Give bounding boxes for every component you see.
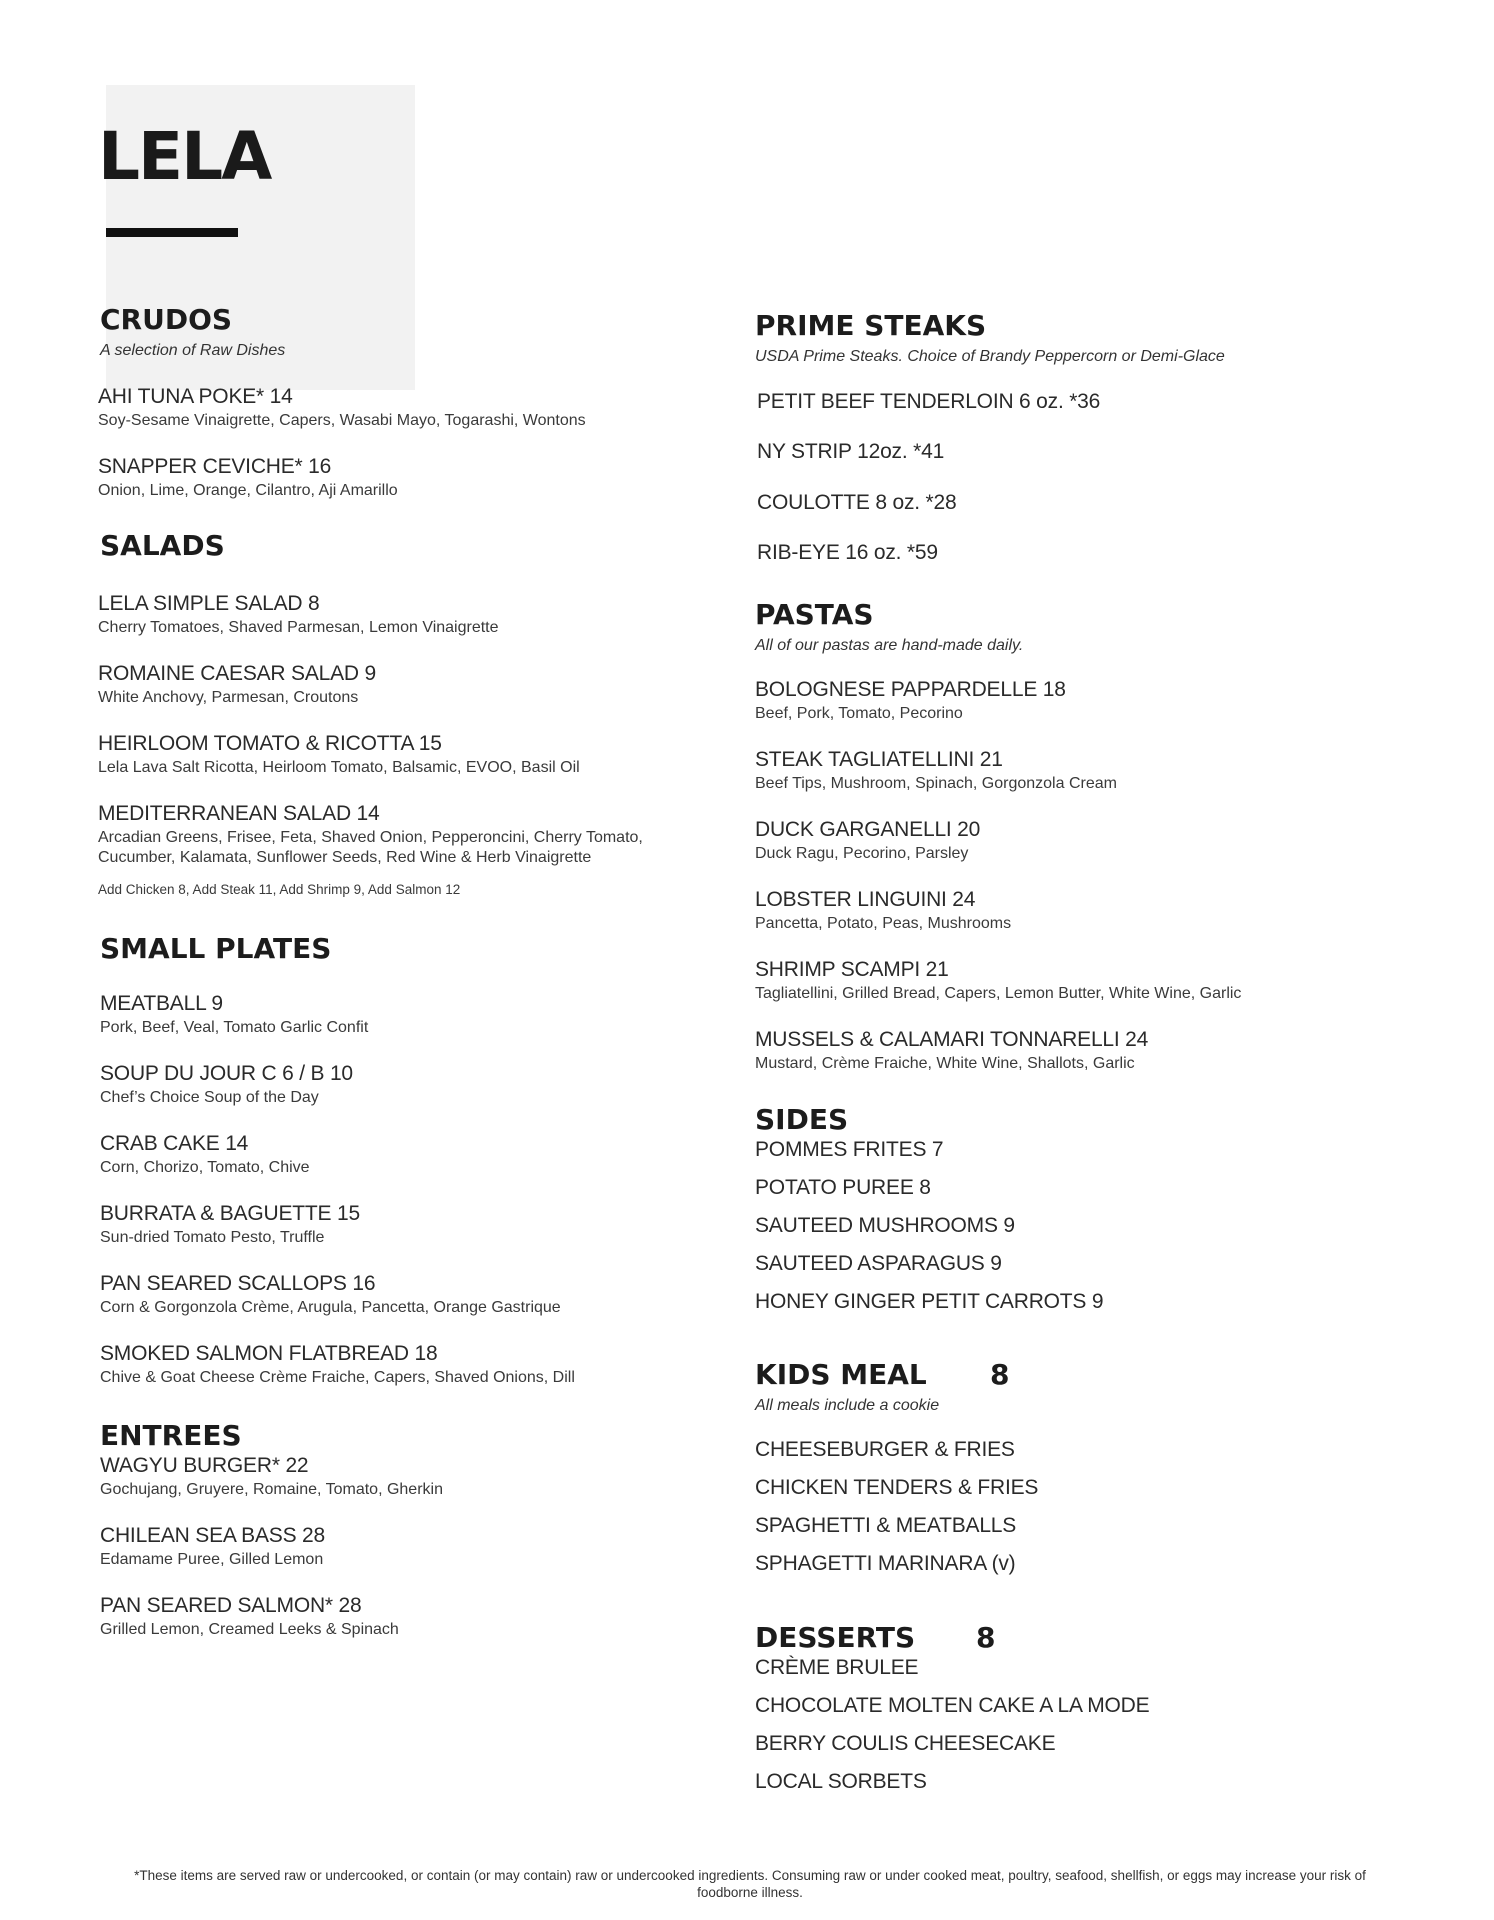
steak-item: NY STRIP 12oz. *41	[757, 440, 945, 463]
item-name: STEAK TAGLIATELLINI 21	[755, 748, 1003, 771]
disclaimer-line: *These items are served raw or undercooked, or contain (or may contain) raw or undercooked ingredients. Consuming raw or under cooked meat, poultry, seafood, shellfish, or eggs may increase your risk of	[134, 1868, 1366, 1883]
item-description: Beef Tips, Mushroom, Spinach, Gorgonzola Cream	[755, 775, 1117, 793]
item-name: AHI TUNA POKE* 14	[98, 385, 293, 408]
section-title: PASTAS	[755, 598, 874, 631]
item-description: Sun-dried Tomato Pesto, Truffle	[100, 1229, 325, 1247]
section-title: SMALL PLATES	[100, 932, 332, 965]
item-description: Corn & Gorgonzola Crème, Arugula, Pancetta, Orange Gastrique	[100, 1299, 561, 1317]
menu-item	[755, 958, 1241, 1003]
side-item: HONEY GINGER PETIT CARROTS 9	[755, 1290, 1104, 1313]
item-name: BURRATA & BAGUETTE 15	[100, 1202, 360, 1225]
kids-item: SPHAGETTI MARINARA (v)	[755, 1552, 1016, 1575]
menu-item	[100, 1062, 353, 1107]
menu-item	[98, 662, 376, 707]
salad-addons: Add Chicken 8, Add Steak 11, Add Shrimp 9, Add Salmon 12	[98, 882, 461, 897]
menu-item	[98, 732, 580, 777]
desserts-price: 8	[976, 1621, 996, 1654]
item-description: Chive & Goat Cheese Crème Fraiche, Capers, Shaved Onions, Dill	[100, 1369, 575, 1387]
item-name: PAN SEARED SCALLOPS 16	[100, 1272, 376, 1295]
item-description: Pancetta, Potato, Peas, Mushrooms	[755, 915, 1012, 933]
menu-item	[100, 1202, 360, 1247]
item-description: Beef, Pork, Tomato, Pecorino	[755, 705, 963, 723]
steak-item: COULOTTE 8 oz. *28	[757, 491, 957, 514]
menu-item	[755, 678, 1066, 723]
kids-meal-price: 8	[990, 1358, 1010, 1391]
item-description: Pork, Beef, Veal, Tomato Garlic Confit	[100, 1019, 369, 1037]
menu-item	[98, 385, 586, 430]
section-subtitle: All of our pastas are hand-made daily.	[755, 637, 1024, 654]
brand-logo: LELA	[98, 118, 271, 195]
steak-item: PETIT BEEF TENDERLOIN 6 oz. *36	[757, 390, 1101, 413]
item-description: Soy-Sesame Vinaigrette, Capers, Wasabi Mayo, Togarashi, Wontons	[98, 412, 586, 430]
item-name: BOLOGNESE PAPPARDELLE 18	[755, 678, 1066, 701]
item-name: PAN SEARED SALMON* 28	[100, 1594, 362, 1617]
dessert-item: CRÈME BRULEE	[755, 1656, 919, 1679]
sides-section	[755, 1103, 849, 1136]
side-item: SAUTEED MUSHROOMS 9	[755, 1214, 1015, 1237]
section-title: DESSERTS	[755, 1621, 916, 1654]
brand-underline	[106, 228, 238, 237]
menu-item	[755, 748, 1117, 793]
section-title: KIDS MEAL	[755, 1358, 927, 1391]
item-description: Arcadian Greens, Frisee, Feta, Shaved Onion, Pepperoncini, Cherry Tomato,	[98, 829, 643, 847]
item-name: MEATBALL 9	[100, 992, 223, 1015]
desserts-section	[755, 1621, 916, 1654]
menu-item	[100, 1524, 325, 1569]
side-item: POMMES FRITES 7	[755, 1138, 944, 1161]
menu-item	[755, 1028, 1148, 1073]
item-name: SHRIMP SCAMPI 21	[755, 958, 949, 981]
dessert-item: CHOCOLATE MOLTEN CAKE A LA MODE	[755, 1694, 1150, 1717]
menu-item	[98, 592, 499, 637]
item-name: SMOKED SALMON FLATBREAD 18	[100, 1342, 438, 1365]
item-description: Corn, Chorizo, Tomato, Chive	[100, 1159, 310, 1177]
pastas-section	[755, 598, 1024, 655]
item-name: SNAPPER CEVICHE* 16	[98, 455, 332, 478]
item-name: HEIRLOOM TOMATO & RICOTTA 15	[98, 732, 442, 755]
section-title: ENTREES	[100, 1419, 242, 1452]
prime-steaks-section	[755, 309, 1225, 366]
kids-item: SPAGHETTI & MEATBALLS	[755, 1514, 1017, 1537]
item-name: SOUP DU JOUR C 6 / B 10	[100, 1062, 353, 1085]
kids-item: CHEESEBURGER & FRIES	[755, 1438, 1015, 1461]
side-item: SAUTEED ASPARAGUS 9	[755, 1252, 1002, 1275]
item-description: White Anchovy, Parmesan, Croutons	[98, 689, 359, 707]
item-description: Onion, Lime, Orange, Cilantro, Aji Amarillo	[98, 482, 398, 500]
salads-section	[100, 529, 225, 562]
dessert-item: BERRY COULIS CHEESECAKE	[755, 1732, 1056, 1755]
item-name: WAGYU BURGER* 22	[100, 1454, 309, 1477]
item-description-cont: Cucumber, Kalamata, Sunflower Seeds, Red Wine & Herb Vinaigrette	[98, 849, 592, 867]
section-subtitle: A selection of Raw Dishes	[100, 342, 286, 359]
menu-item	[100, 1594, 399, 1639]
dessert-item: LOCAL SORBETS	[755, 1770, 927, 1793]
item-description: Gochujang, Gruyere, Romaine, Tomato, Gherkin	[100, 1481, 443, 1499]
item-name: CRAB CAKE 14	[100, 1132, 249, 1155]
kids-item: CHICKEN TENDERS & FRIES	[755, 1476, 1039, 1499]
item-name: CHILEAN SEA BASS 28	[100, 1524, 325, 1547]
menu-item	[100, 1454, 443, 1499]
small-plates-section	[100, 932, 332, 965]
item-description: Edamame Puree, Gilled Lemon	[100, 1551, 324, 1569]
kids-meal-section	[755, 1358, 940, 1415]
menu-item	[755, 818, 980, 863]
item-description: Cherry Tomatoes, Shaved Parmesan, Lemon Vinaigrette	[98, 619, 499, 637]
item-name: DUCK GARGANELLI 20	[755, 818, 981, 841]
menu-item	[100, 1132, 310, 1177]
disclaimer-line: foodborne illness.	[697, 1884, 803, 1900]
section-title: SIDES	[755, 1103, 849, 1136]
section-subtitle: USDA Prime Steaks. Choice of Brandy Peppercorn or Demi-Glace	[755, 348, 1225, 365]
section-title: CRUDOS	[100, 303, 233, 336]
item-description: Grilled Lemon, Creamed Leeks & Spinach	[100, 1621, 399, 1639]
side-item: POTATO PUREE 8	[755, 1176, 931, 1199]
crudos-section	[100, 303, 286, 360]
item-description: Duck Ragu, Pecorino, Parsley	[755, 845, 969, 863]
menu-item	[100, 1272, 561, 1317]
section-subtitle: All meals include a cookie	[755, 1397, 940, 1414]
item-name: LOBSTER LINGUINI 24	[755, 888, 976, 911]
menu-item	[755, 888, 1011, 933]
item-name: ROMAINE CAESAR SALAD 9	[98, 662, 377, 685]
item-description: Mustard, Crème Fraiche, White Wine, Shallots, Garlic	[755, 1055, 1135, 1073]
item-description: Lela Lava Salt Ricotta, Heirloom Tomato, Balsamic, EVOO, Basil Oil	[98, 759, 580, 777]
food-safety-disclaimer	[90, 1868, 1410, 1902]
item-name: MEDITERRANEAN SALAD 14	[98, 802, 380, 825]
menu-item	[100, 992, 368, 1037]
entrees-section	[100, 1419, 242, 1452]
item-name: LELA SIMPLE SALAD 8	[98, 592, 320, 615]
section-title: PRIME STEAKS	[755, 309, 987, 342]
menu-item	[100, 1342, 575, 1387]
steak-item: RIB-EYE 16 oz. *59	[757, 541, 938, 564]
item-description: Chef’s Choice Soup of the Day	[100, 1089, 319, 1107]
menu-item	[98, 802, 643, 867]
menu-item	[98, 455, 398, 500]
section-title: SALADS	[100, 529, 225, 562]
item-name: MUSSELS & CALAMARI TONNARELLI 24	[755, 1028, 1149, 1051]
item-description: Tagliatellini, Grilled Bread, Capers, Lemon Butter, White Wine, Garlic	[755, 985, 1242, 1003]
